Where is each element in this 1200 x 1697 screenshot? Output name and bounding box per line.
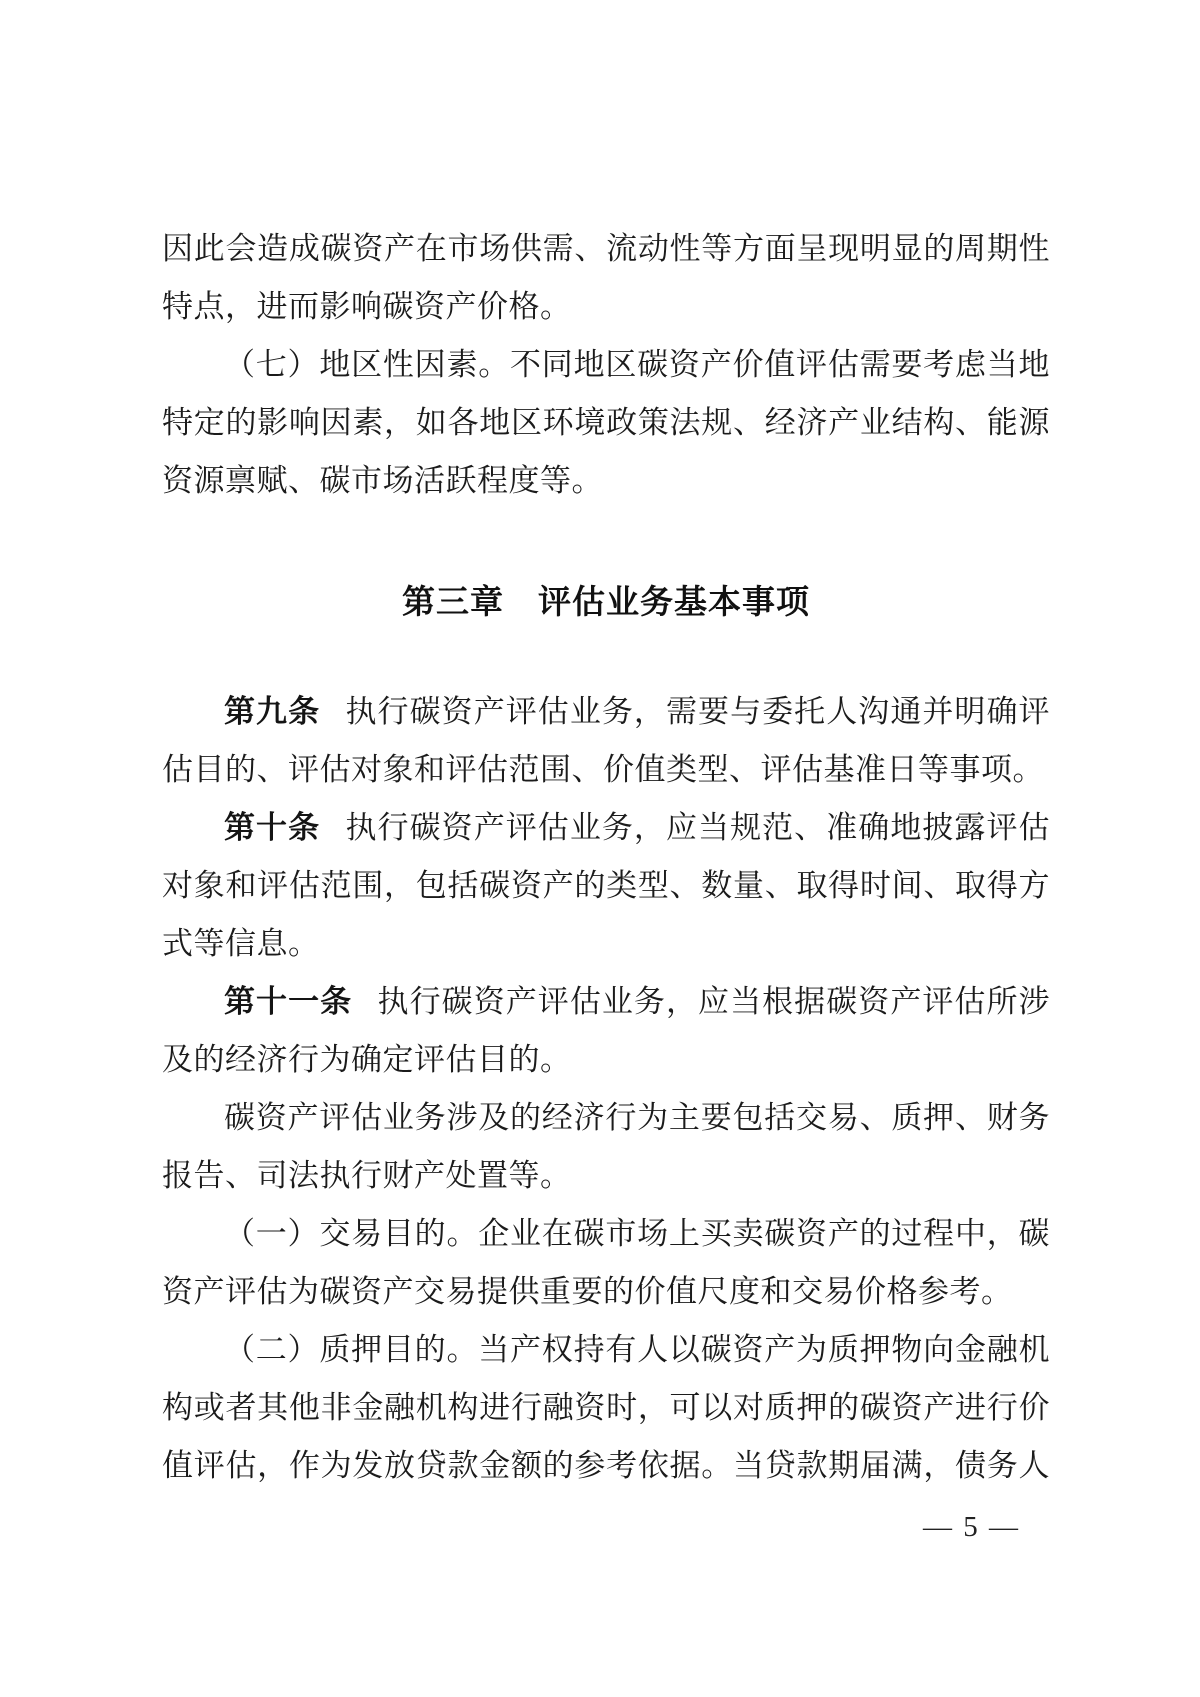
document-body — [162, 220, 1050, 1495]
article-11 — [162, 973, 1050, 1089]
paragraph-regional-factors: （七）地区性因素。不同地区碳资产价值评估需要考虑当地特定的影响因素，如各地区环境政策法规、经济产业结构、能源资源禀赋、碳市场活跃程度等。 — [162, 347, 1050, 498]
article-10-text: 执行碳资产评估业务，应当规范、准确地披露评估对象和评估范围，包括碳资产的类型、数量、取得时间、取得方式等信息。 — [162, 810, 1051, 961]
paragraph-economic-behaviors: 碳资产评估业务涉及的经济行为主要包括交易、质押、财务报告、司法执行财产处置等。 — [162, 1100, 1050, 1193]
article-9 — [162, 683, 1050, 799]
article-10 — [162, 799, 1050, 973]
item-pledge-purpose: （二）质押目的。当产权持有人以碳资产为质押物向金融机构或者其他非金融机构进行融资时，可以对质押的碳资产进行价值评估，作为发放贷款金额的参考依据。当贷款期届满，债务人 — [162, 1332, 1050, 1483]
article-10-label: 第十条 — [224, 810, 321, 845]
article-9-label: 第九条 — [224, 694, 321, 729]
article-11-label: 第十一条 — [224, 984, 353, 1019]
chapter-heading: 第三章 评估业务基本事项 — [402, 583, 810, 620]
paragraph-carryover: 因此会造成碳资产在市场供需、流动性等方面呈现明显的周期性特点，进而影响碳资产价格。 — [162, 231, 1050, 324]
article-11-text: 执行碳资产评估业务，应当根据碳资产评估所涉及的经济行为确定评估目的。 — [162, 984, 1051, 1077]
page-number: — 5 — — [923, 1511, 1020, 1543]
article-9-text: 执行碳资产评估业务，需要与委托人沟通并明确评估目的、评估对象和评估范围、价值类型、评估基准日等事项。 — [162, 694, 1051, 787]
item-transaction-purpose: （一）交易目的。企业在碳市场上买卖碳资产的过程中，碳资产评估为碳资产交易提供重要的价值尺度和交易价格参考。 — [162, 1216, 1050, 1309]
